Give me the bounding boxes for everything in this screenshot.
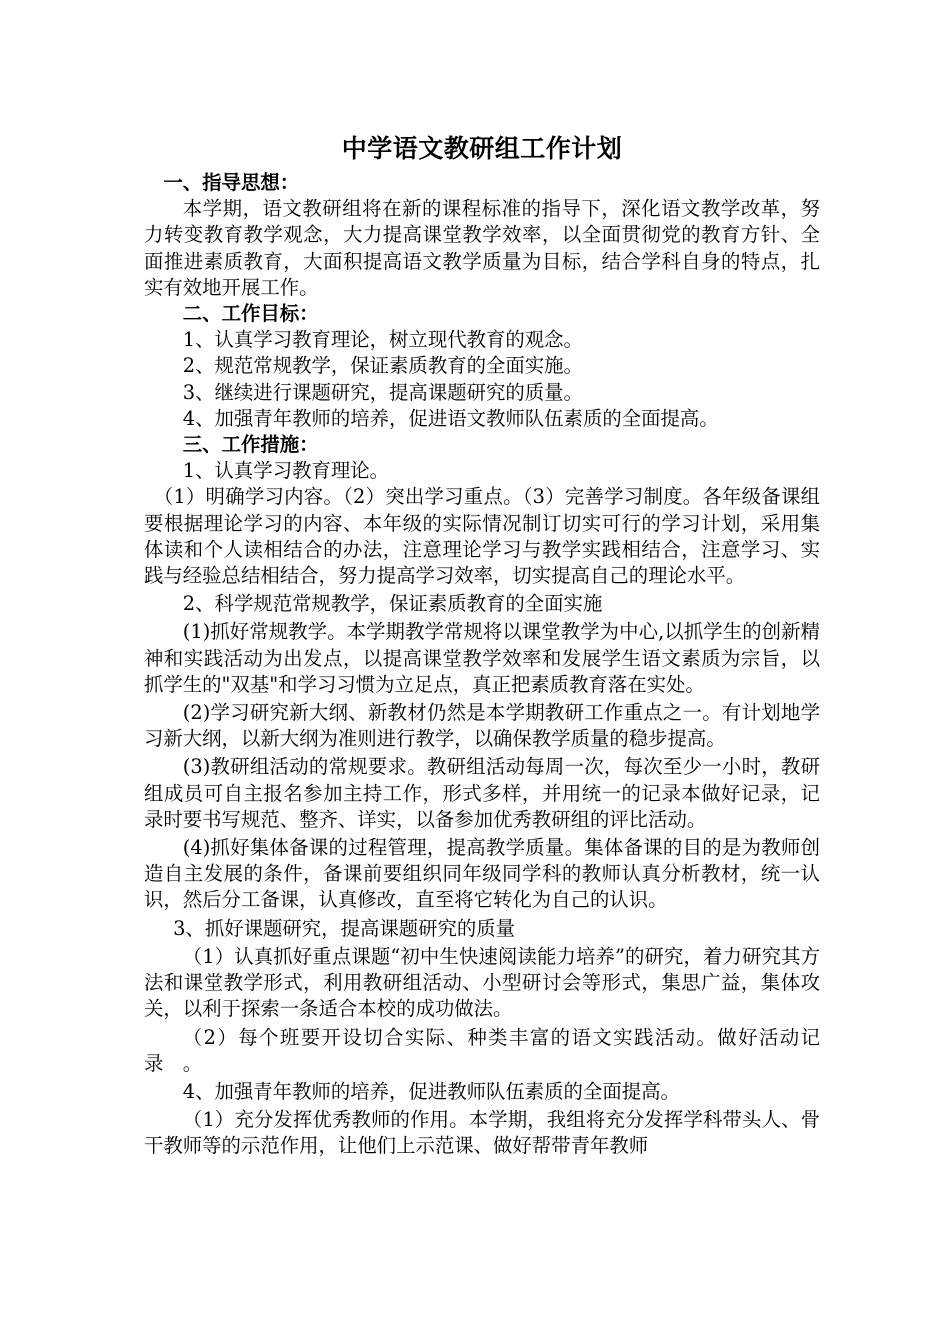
goal-item-4: 4、加强青年教师的培养，促进语文教师队伍素质的全面提高。 <box>182 406 719 430</box>
goal-item-3: 3、继续进行课题研究，提高课题研究的质量。 <box>182 380 583 404</box>
goal-item-1: 1、认真学习教育理论，树立现代教育的观念。 <box>182 328 583 352</box>
paragraph-measure-2-2: (2)学习研究新大纲、新教材仍然是本学期教研工作重点之一。有计划地学习新大纲，以新大纲为准则进行教学，以确保教学质量的稳步提高。 <box>144 701 820 751</box>
paragraph-measure-3-2: （2）每个班要开设切合实际、种类丰富的语文实践活动。做好活动记录 。 <box>144 1025 820 1075</box>
section-heading-goals: 二、工作目标： <box>182 302 319 326</box>
document-title: 中学语文教研组工作计划 <box>341 134 623 163</box>
paragraph-measure-2-4: (4)抓好集体备课的过程管理，提高教学质量。集体备课的目的是为教师创造自主发展的条件，备课前要组织同年级同学科的教师认真分析教材，统一认识，然后分工备课，认真修改，直至将它转化为自己的认识。 <box>144 836 820 912</box>
paragraph-measure-2-1: (1)抓好常规教学。本学期教学常规将以课堂教学为中心,以抓学生的创新精神和实践活动为出发点，以提高课堂教学效率和发展学生语文素质为宗旨，以抓学生的"双基"和学习习惯为立足点，真正把素质教育落在实处。 <box>144 620 820 696</box>
measure-heading-2: 2、科学规范常规教学，保证素质教育的全面实施 <box>182 592 603 616</box>
paragraph-measure-3-1: （1）认真抓好重点课题“初中生快速阅读能力培养”的研究，着力研究其方法和课堂教学形式，利用教研组活动、小型研讨会等形式，集思广益，集体攻关，以利于探索一条适合本校的成功做法。 <box>144 944 820 1021</box>
paragraph-measure-2-3: (3)教研组活动的常规要求。教研组活动每周一次，每次至少一小时，教研组成员可自主报名参加主持工作，形式多样，并用统一的记录本做好记录，记录时要书写规范、整齐、详实，以备参加优秀教研组的评比活动。 <box>144 755 820 831</box>
measure-heading-4: 4、加强青年教师的培养，促进教师队伍素质的全面提高。 <box>182 1079 680 1103</box>
section-heading-guiding-thought: 一、指导思想： <box>163 171 300 194</box>
section-heading-measures: 三、工作措施： <box>182 433 319 457</box>
paragraph-guiding-thought: 本学期，语文教研组将在新的课程标准的指导下，深化语文教学改革，努力转变教育教学观念，大力提高课堂教学效率，以全面贯彻党的教育方针、全面推进素质教育，大面积提高语文教学质量为目标，结合学科自身的特点，扎实有效地开展工作。 <box>144 197 820 299</box>
goal-item-2: 2、规范常规教学，保证素质教育的全面实施。 <box>182 354 583 378</box>
document-body <box>144 170 820 1160</box>
measure-heading-1: 1、认真学习教育理论。 <box>182 459 390 483</box>
paragraph-measure-1: （1）明确学习内容。（2）突出学习重点。（3）完善学习制度。各年级备课组要根据理论学习的内容、本年级的实际情况制订切实可行的学习计划，采用集体读和个人读相结合的办法，注意理论学习与教学实践相结合，注意学习、实践与经验总结相结合，努力提高学习效率，切实提高自己的理论水平。 <box>144 485 820 588</box>
paragraph-measure-4-1: （1）充分发挥优秀教师的作用。本学期，我组将充分发挥学科带头人、骨干教师等的示范作用，让他们上示范课、做好帮带青年教师 <box>144 1108 820 1158</box>
measure-heading-3: 3、抓好课题研究，提高课题研究的质量 <box>173 916 516 940</box>
